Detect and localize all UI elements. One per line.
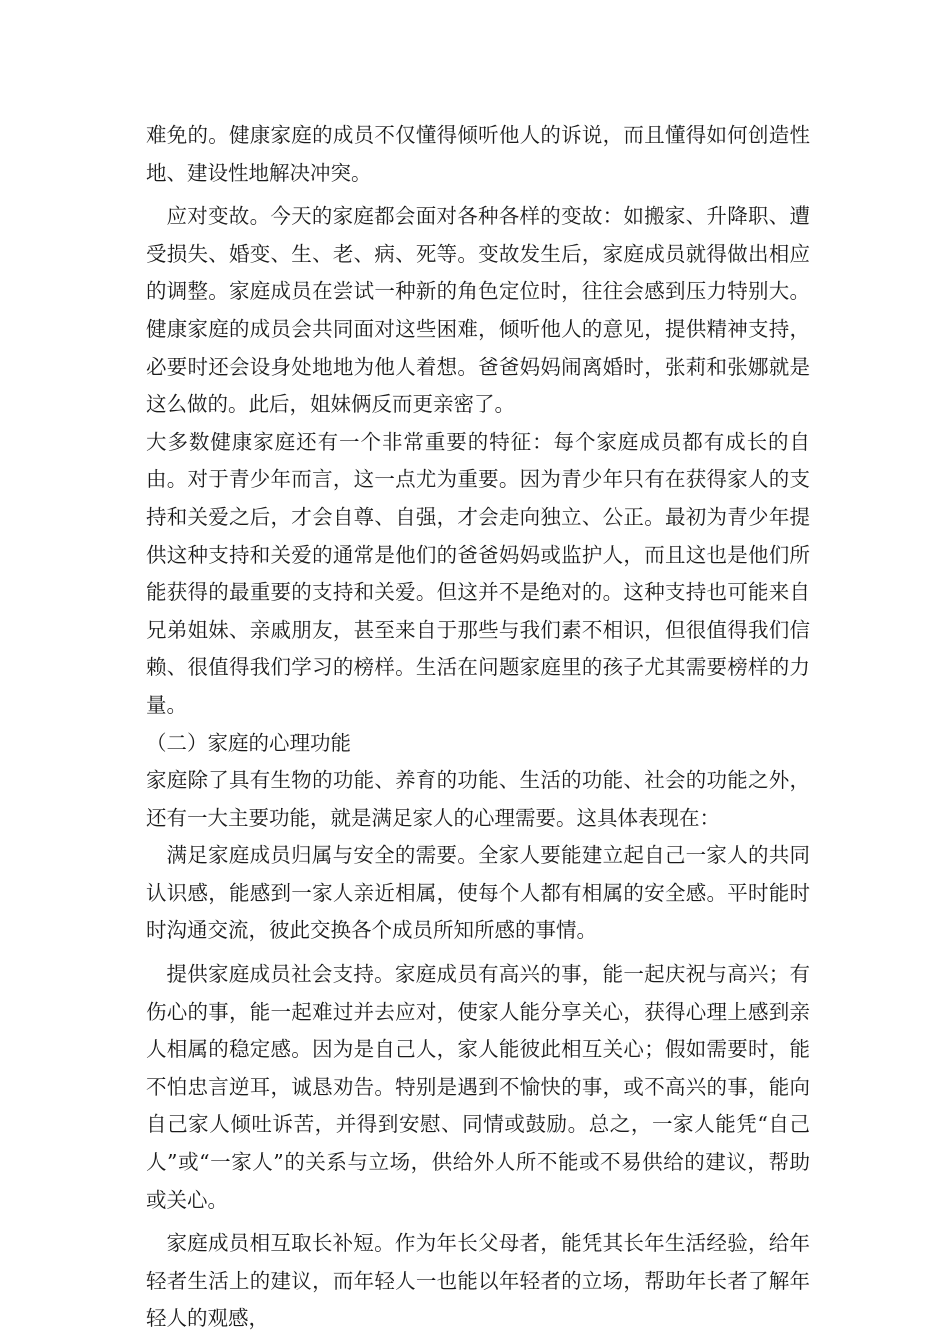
paragraph-social-support: 提供家庭成员社会支持。家庭成员有高兴的事，能一起庆祝与高兴；有伤心的事，能一起难过并去应对，使家人能分享关心，获得心理上感到亲人相属的稳定感。因为是自己人，家人能彼此相互关心；假如需要时，能不怕忠言逆耳，诚恳劝告。特别是遇到不愉快的事，或不高兴的事，能向自己家人倾吐诉苦，并得到安慰、同情或鼓励。总之，一家人能凭“自己人”或“一家人”的关系与立场，供给外人所不能或不易供给的建议，帮助或关心。	[146, 962, 810, 1212]
paragraph-conflict-ending: 难免的。健康家庭的成员不仅懂得倾听他人的诉说，而且懂得如何创造性地、建设性地解决冲突。	[146, 123, 810, 185]
paragraph-mutual-complement: 家庭成员相互取长补短。作为年长父母者，能凭其长年生活经验，给年轻者生活上的建议，而年轻人一也能以年轻者的立场，帮助年长者了解年轻人的观感，	[146, 1231, 810, 1331]
paragraph-coping-with-change: 应对变故。今天的家庭都会面对各种各样的变故：如搬家、升降职、遭受损失、婚变、生、老、病、死等。变故发生后，家庭成员就得做出相应的调整。家庭成员在尝试一种新的角色定位时，往往会感到压力特别大。健康家庭的成员会共同面对这些困难，倾听他人的意见，提供精神支持，必要时还会设身处地地为他人着想。爸爸妈妈闹离婚时，张莉和张娜就是这么做的。此后，姐妹俩反而更亲密了。	[146, 204, 810, 417]
paragraph-freedom-to-grow: 大多数健康家庭还有一个非常重要的特征：每个家庭成员都有成长的自由。对于青少年而言，这一点尤为重要。因为青少年只有在获得家人的支持和关爱之后，才会自尊、自强，才会走向独立、公正。最初为青少年提供这种支持和关爱的通常是他们的爸爸妈妈或监护人，而且这也是他们所能获得的最重要的支持和关爱。但这并不是绝对的。这种支持也可能来自兄弟姐妹、亲戚朋友，甚至来自于那些与我们素不相识，但很值得我们信赖、很值得我们学习的榜样。生活在问题家庭里的孩子尤其需要榜样的力量。	[146, 429, 810, 717]
paragraph-belonging-security: 满足家庭成员归属与安全的需要。全家人要能建立起自己一家人的共同认识感，能感到一家人亲近相属，使每个人都有相属的安全感。平时能时时沟通交流，彼此交换各个成员所知所感的事情。	[146, 843, 810, 943]
paragraph-psychological-function-intro: 家庭除了具有生物的功能、养育的功能、生活的功能、社会的功能之外，还有一大主要功能，就是满足家人的心理需要。这具体表现在：	[146, 768, 810, 830]
section-heading: （二）家庭的心理功能	[146, 730, 351, 755]
document-page	[146, 117, 810, 1338]
